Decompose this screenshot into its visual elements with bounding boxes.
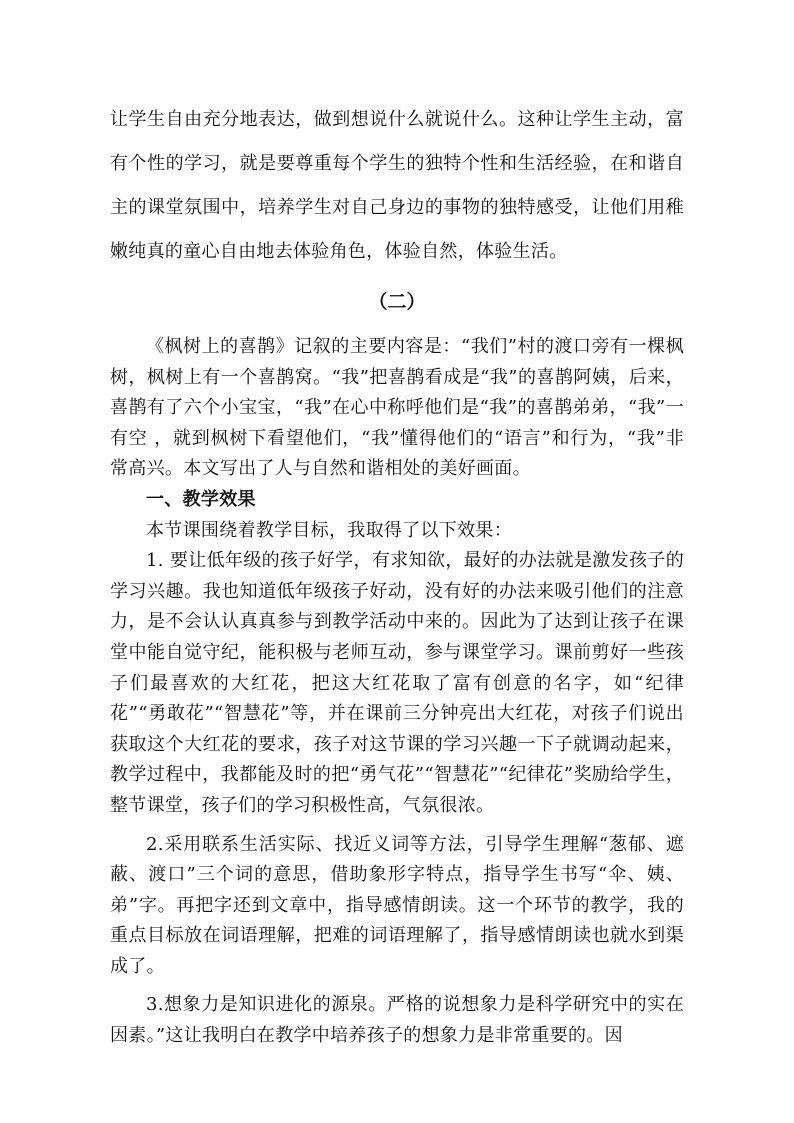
document-page <box>110 98 684 1052</box>
section-title: （二） <box>368 291 426 313</box>
summary-paragraph: 《枫树上的喜鹊》记叙的主要内容是：“我们”村的渡口旁有一棵枫树，枫树上有一个喜鹊窝。“我”把喜鹊看成是“我”的喜鹊阿姨，后来，喜鹊有了六个小宝宝，“我”在心中称呼他们是“我”的喜鹊弟弟，“我”一有空 ，就到枫树下看望他们，“我”懂得他们的“语言”和行为，“我”非常高兴。本文写出了人与自然和谐相处的美好画面。 <box>110 336 684 480</box>
point-2-paragraph: 2.采用联系生活实际、找近义词等方法，引导学生理解“葱郁、遮蔽、渡口”三个词的意思，借助象形字特点，指导学生书写“伞、姨、弟”字。再把字还到文章中，指导感情朗读。这一个环节的教学，我的重点目标放在词语理解，把难的词语理解了，指导感情朗读也就水到渠成了。 <box>110 833 684 977</box>
point-1-paragraph: 1. 要让低年级的孩子好学，有求知欲，最好的办法就是激发孩子的学习兴趣。我也知道低年级孩子好动，没有好的办法来吸引他们的注意力，是不会认认真真参与到教学活动中来的。因此为了达到让孩子在课堂中能自觉守纪，能积极与老师互动，参与课堂学习。课前剪好一些孩子们最喜欢的大红花，把这大红花取了富有创意的名字，如“纪律花”“勇敢花”“智慧花”等，并在课前三分钟亮出大红花，对孩子们说出获取这个大红花的要求，孩子对这节课的学习兴趣一下子就调动起来，教学过程中，我都能及时的把“勇气花”“智慧花”“纪律花”奖励给学生，整节课堂，孩子们的学习积极性高，气氛很浓。 <box>110 550 684 816</box>
point-3-paragraph: 3.想象力是知识进化的源泉。严格的说想象力是科学研究中的实在因素。”这让我明白在教学中培养孩子的想象力是非常重要的。因 <box>110 994 684 1047</box>
heading-teaching-effects: 一、教学效果 <box>146 488 256 510</box>
intro-paragraph: 让学生自由充分地表达，做到想说什么就说什么。这种让学生主动，富有个性的学习，就是要尊重每个学生的独特个性和生活经验，在和谐自主的课堂氛围中，培养学生对自己身边的事物的独特感受，让他们用稚嫩纯真的童心自由地去体验角色，体验自然，体验生活。 <box>110 109 684 262</box>
effects-intro: 本节课围绕着教学目标，我取得了以下效果： <box>146 519 512 541</box>
